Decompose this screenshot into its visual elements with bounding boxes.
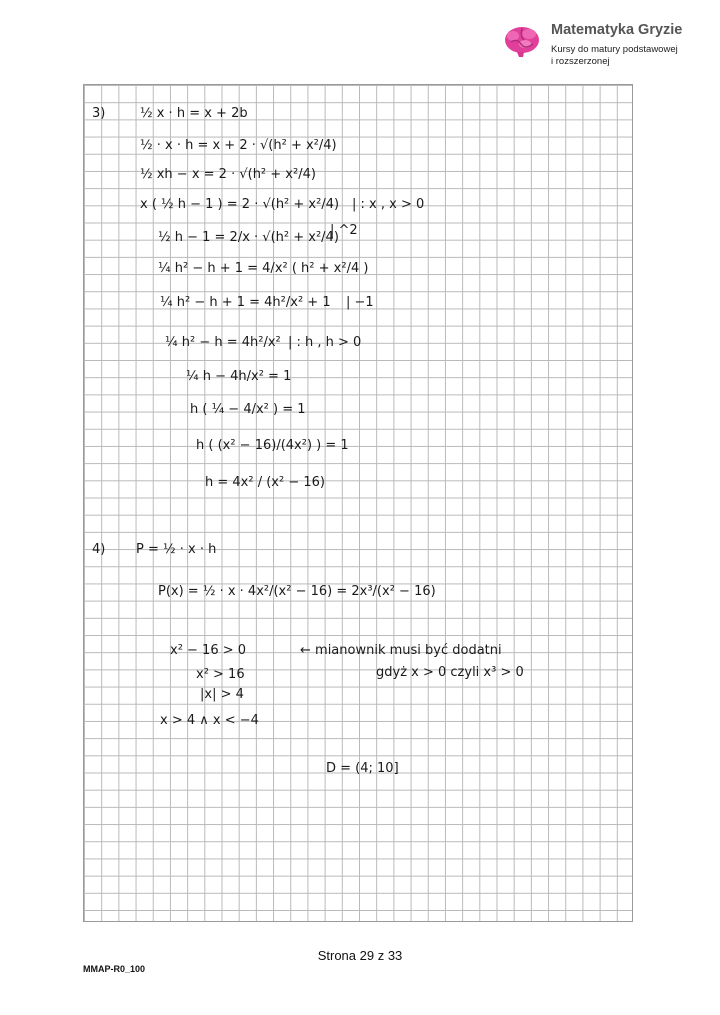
- part3-line-3: ½ xh − x = 2 · √(h² + x²/4): [140, 167, 316, 182]
- part3-line-1: ½ x · h = x + 2b: [140, 106, 248, 121]
- part4-line-3: x² − 16 > 0: [170, 643, 247, 658]
- part3-line-5-note: | ^2: [330, 223, 358, 238]
- brand-tagline-line1: Kursy do matury podstawowej: [551, 44, 678, 55]
- part4-line-6: x > 4 ∧ x < −4: [160, 713, 259, 728]
- part4-line-5: |x| > 4: [200, 687, 244, 702]
- part4-domain: D = (4; 10]: [326, 761, 399, 776]
- part3-line-2: ½ · x · h = x + 2 · √(h² + x²/4): [140, 138, 337, 153]
- part3-line-12: h = 4x² / (x² − 16): [205, 475, 325, 490]
- part3-line-10: h ( ¼ − 4/x² ) = 1: [190, 402, 306, 417]
- part4-line-1: P = ½ · x · h: [136, 542, 217, 557]
- part3-line-8: ¼ h² − h = 4h²/x²: [165, 335, 281, 350]
- part3-line-8-note: | : h , h > 0: [288, 335, 362, 350]
- part3-line-4: x ( ½ h − 1 ) = 2 · √(h² + x²/4): [140, 197, 340, 212]
- part3-line-7: ¼ h² − h + 1 = 4h²/x² + 1: [160, 295, 331, 310]
- part3-line-4-note: | : x , x > 0: [352, 197, 425, 212]
- page-number: Strona 29 z 33: [317, 948, 403, 963]
- document-code: MMAP-R0_100: [83, 964, 146, 974]
- part3-line-5: ½ h − 1 = 2/x · √(h² + x²/4): [158, 230, 339, 245]
- part4-line-4: x² > 16: [196, 667, 245, 682]
- part4-note-2: gdyż x > 0 czyli x³ > 0: [376, 665, 524, 680]
- part4-line-2: P(x) = ½ · x · 4x²/(x² − 16) = 2x³/(x² − 16): [158, 584, 436, 599]
- part3-line-9: ¼ h − 4h/x² = 1: [186, 369, 292, 384]
- brand-name: Matematyka Gryzie: [551, 22, 683, 38]
- part4-note-1: ← mianownik musi być dodatni: [300, 643, 502, 658]
- part3-line-7-note: | −1: [346, 295, 374, 310]
- part3-line-6: ¼ h² − h + 1 = 4/x² ( h² + x²/4 ): [158, 261, 369, 276]
- part3-label: 3): [92, 106, 106, 121]
- part4-label: 4): [92, 542, 106, 557]
- part3-line-11: h ( (x² − 16)/(4x²) ) = 1: [196, 438, 349, 453]
- brand-tagline-line2: i rozszerzonej: [551, 56, 610, 67]
